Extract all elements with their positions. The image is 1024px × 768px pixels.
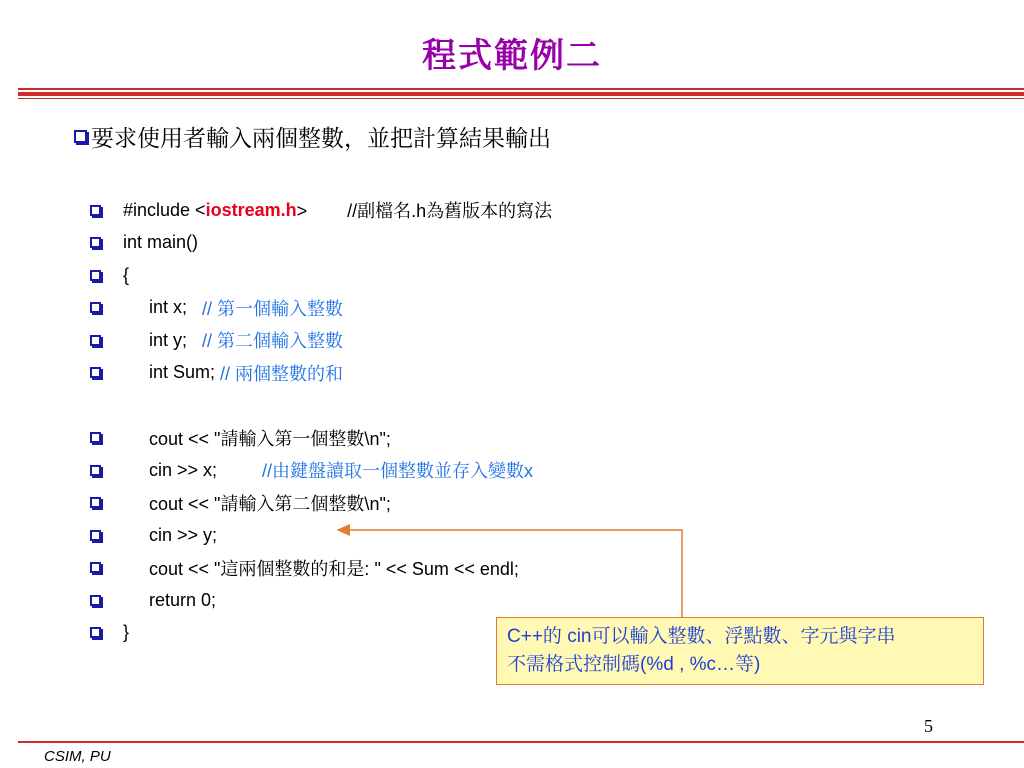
square-bullet-icon xyxy=(74,130,87,143)
code-line xyxy=(90,422,552,455)
lead-bullet xyxy=(74,120,551,153)
code-text: int y; xyxy=(149,329,203,350)
code-comment: // 兩個整數的和 xyxy=(220,363,344,384)
title-rule xyxy=(18,98,1024,99)
footer-text: CSIM, PU xyxy=(44,748,111,765)
square-bullet-icon xyxy=(90,465,101,476)
code-text: } xyxy=(123,622,130,643)
code-text: return 0; xyxy=(149,589,217,610)
code-line xyxy=(90,584,552,617)
square-bullet-icon xyxy=(90,205,101,216)
code-line xyxy=(90,552,552,585)
code-text: int Sum; xyxy=(149,362,221,383)
code-text: cin >> x; xyxy=(149,459,263,480)
code-line xyxy=(90,292,552,325)
lead-text: 要求使用者輸入兩個整數，並把計算結果輸出 xyxy=(91,125,551,151)
square-bullet-icon xyxy=(90,302,101,313)
square-bullet-icon xyxy=(90,562,101,573)
page-number: 5 xyxy=(924,716,933,736)
code-line xyxy=(90,519,552,552)
code-text: int main() xyxy=(123,232,199,253)
square-bullet-icon xyxy=(90,627,101,638)
square-bullet-icon xyxy=(90,367,101,378)
code-listing xyxy=(90,194,552,649)
code-text: cin >> y; xyxy=(149,524,218,545)
code-comment: // 第一個輸入整數 xyxy=(202,298,344,319)
code-line xyxy=(90,389,552,422)
code-line xyxy=(90,227,552,260)
code-line xyxy=(90,194,552,227)
code-line xyxy=(90,259,552,292)
slide-title: 程式範例二 xyxy=(422,36,602,76)
square-bullet-icon xyxy=(90,595,101,606)
square-bullet-icon xyxy=(90,432,101,443)
square-bullet-icon xyxy=(90,497,101,508)
code-comment: // 第二個輸入整數 xyxy=(202,331,344,352)
square-bullet-icon xyxy=(90,270,101,281)
square-bullet-icon xyxy=(90,335,101,346)
title-rule xyxy=(18,92,1024,96)
code-text: cout << "請輸入第一個整數\n"; xyxy=(149,428,391,449)
code-line xyxy=(90,487,552,520)
code-line xyxy=(90,324,552,357)
callout-line: 不需格式控制碼(%d , %c…等) xyxy=(507,654,761,675)
square-bullet-icon xyxy=(90,530,101,541)
footer-rule xyxy=(18,741,1024,743)
square-bullet-icon xyxy=(90,237,101,248)
code-text: { xyxy=(123,264,130,285)
code-text: #include < xyxy=(123,199,206,220)
code-keyword: iostream.h xyxy=(205,199,297,220)
code-text: cout << "這兩個整數的和是: " << Sum << endl; xyxy=(149,558,519,579)
code-line xyxy=(90,454,552,487)
code-text: > //副檔名.h為舊版本的寫法 xyxy=(296,201,553,222)
code-text: cout << "請輸入第二個整數\n"; xyxy=(149,493,391,514)
code-line xyxy=(90,617,552,650)
code-comment: //由鍵盤讀取一個整數並存入變數x xyxy=(262,461,534,482)
callout-note xyxy=(496,617,984,685)
title-rule xyxy=(18,88,1024,90)
callout-line: C++的 cin可以輸入整數、浮點數、字元與字串 xyxy=(507,626,896,647)
code-line xyxy=(90,357,552,390)
code-text: int x; xyxy=(149,297,203,318)
